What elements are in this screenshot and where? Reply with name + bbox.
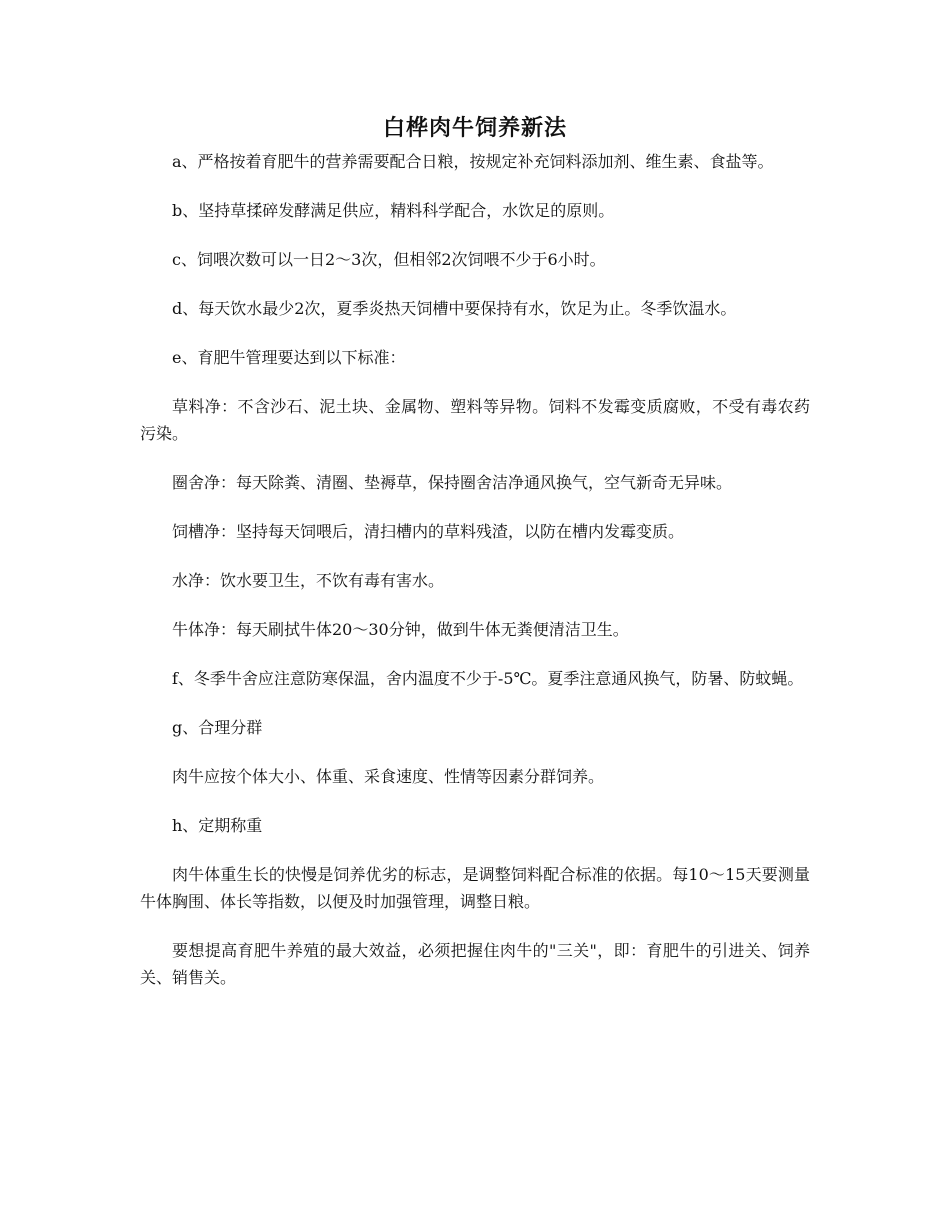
paragraph-d: d、每天饮水最少2次，夏季炎热天饲槽中要保持有水，饮足为止。冬季饮温水。 <box>172 299 737 318</box>
paragraph-body-clean: 牛体净：每天刷拭牛体20～30分钟，做到牛体无粪便清洁卫生。 <box>172 620 629 639</box>
paragraph-feed-clean: 草料净：不含沙石、泥土块、金属物、塑料等异物。饲料不发霉变质腐败，不受有毒农药污染。 <box>140 397 810 443</box>
paragraph-f: f、冬季牛舍应注意防寒保温，舍内温度不少于-5℃。夏季注意通风换气，防暑、防蚊蝇。 <box>172 669 804 688</box>
paragraph-h-heading: h、定期称重 <box>172 816 263 835</box>
paragraph-conclusion: 要想提高育肥牛养殖的最大效益，必须把握住肉牛的"三关"，即：育肥牛的引进关、饲养关、销售关。 <box>140 941 810 987</box>
document-title: 白桦肉牛饲养新法 <box>382 115 567 141</box>
paragraph-g-body: 肉牛应按个体大小、体重、采食速度、性情等因素分群饲养。 <box>172 767 605 786</box>
paragraph-g-heading: g、合理分群 <box>172 718 263 737</box>
paragraph-trough-clean: 饲槽净：坚持每天饲喂后，清扫槽内的草料残渣，以防在槽内发霉变质。 <box>172 522 685 541</box>
paragraph-a: a、严格按着育肥牛的营养需要配合日粮，按规定补充饲料添加剂、维生素、食盐等。 <box>172 152 774 171</box>
paragraph-b: b、坚持草揉碎发酵满足供应，精料科学配合，水饮足的原则。 <box>172 201 615 220</box>
paragraph-pen-clean: 圈舍净：每天除粪、清圈、垫褥草，保持圈舍洁净通风换气，空气新奇无异味。 <box>172 473 733 492</box>
paragraph-h-body: 肉牛体重生长的快慢是饲养优劣的标志，是调整饲料配合标准的依据。每10～15天要测量牛体胸围、体长等指数，以便及时加强管理，调整日粮。 <box>140 865 810 911</box>
paragraph-c: c、饲喂次数可以一日2～3次，但相邻2次饲喂不少于6小时。 <box>172 250 606 269</box>
paragraph-water-clean: 水净：饮水要卫生，不饮有毒有害水。 <box>172 571 445 590</box>
document-page <box>140 112 810 1013</box>
paragraph-e: e、育肥牛管理要达到以下标准： <box>172 348 406 367</box>
